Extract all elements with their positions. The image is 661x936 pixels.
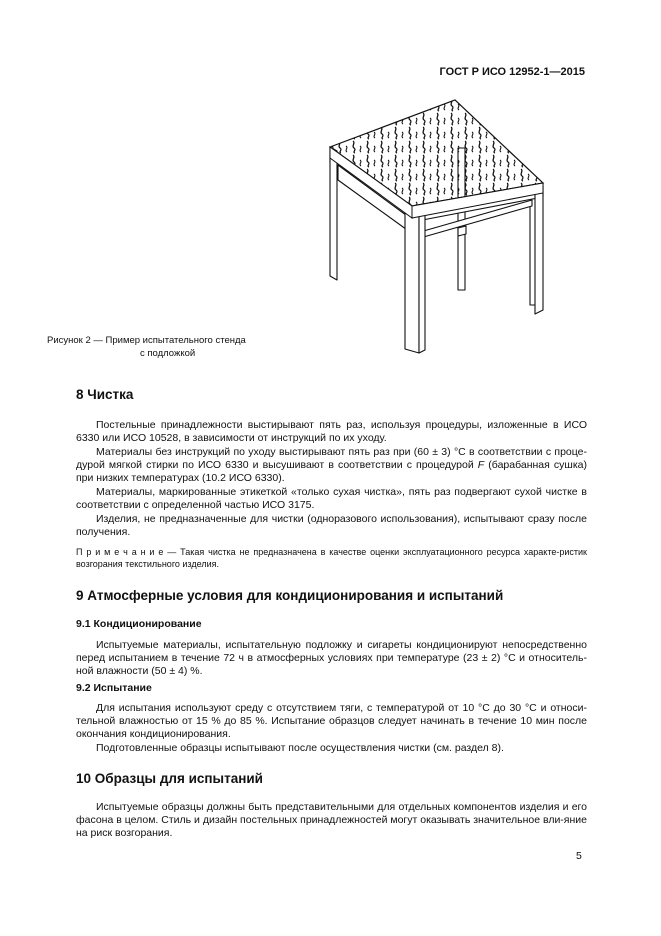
paragraph: Для испытания используют среду с отсутствием тяги, с температурой от 10 °С до 30 °С и относи-тельной влажностью от 15 % до 85 %. Испытание образцов следует начинать в течение 10 мин после окончания кондиционирования.	[76, 702, 587, 740]
subsection-9-1-title: 9.1 Кондиционирование	[76, 618, 202, 630]
section-8-title: 8 Чистка	[76, 387, 134, 402]
caption-line-2: с подложкой	[140, 348, 196, 359]
note-label: П р и м е ч а н и е	[76, 547, 164, 557]
paragraph	[76, 446, 587, 485]
paragraph: Испытуемые материалы, испытательную подложку и сигареты кондиционируют непосредственно перед испытанием в течение 72 ч в атмосферных условиях при температуре (23 ± 2) °С и относитель-ной влажности (50 ± 4) %.	[76, 639, 587, 677]
section-10-body	[76, 801, 587, 840]
note	[76, 546, 587, 570]
caption-line-1: Рисунок 2 — Пример испытательного стенда	[47, 335, 246, 346]
note-text: — Такая чистка не предназначена в качестве оценки эксплуатационного ресурса характе-ристик возгорания текстильного изделия.	[76, 547, 587, 569]
section-10-title: 10 Образцы для испытаний	[76, 771, 263, 786]
paragraph-text: Материалы без инструкций по уходу выстирывают пять раз при (60 ± 3) °С в соответствии с проце-дурой мягкой стирки по ИСО 6330 и высушивают в соответствии с процедурой	[76, 446, 587, 471]
test-stand-figure	[325, 90, 555, 356]
subsection-9-2-title: 9.2 Испытание	[76, 682, 152, 694]
paragraph: Материалы, маркированные этикеткой «только сухая чистка», пять раз подвергают сухой чистке в соответствии с определенной частью ИСО 3175.	[76, 486, 587, 511]
section-9-title: 9 Атмосферные условия для кондиционирования и испытаний	[76, 588, 504, 603]
figure-caption	[47, 334, 246, 360]
paragraph: Подготовленные образцы испытывают после осуществления чистки (см. раздел 8).	[96, 742, 504, 754]
paragraph: Постельные принадлежности выстирывают пять раз, используя процедуры, изложенные в ИСО 6330 или ИСО 10528, в зависимости от инструкций по их уходу.	[76, 419, 587, 444]
section-8-body	[76, 419, 587, 539]
paragraph: Испытуемые образцы должны быть представительными для отдельных компонентов изделия и его фасона в целом. Стиль и дизайн постельных принадлежностей могут оказывать значительное вли-яние на риск возгорания.	[76, 801, 587, 839]
paragraph-italic: F	[477, 459, 485, 471]
paragraph-text: (барабанная сушка) при низких температурах (10.2 ИСО 6330).	[76, 459, 587, 484]
subsection-9-1-body	[76, 639, 587, 678]
subsection-9-2-body	[76, 702, 587, 755]
paragraph: Изделия, не предназначенные для чистки (одноразового использования), испытывают сразу после получения.	[76, 513, 587, 538]
page-number: 5	[576, 850, 582, 862]
document-code: ГОСТ Р ИСО 12952-1—2015	[439, 66, 585, 78]
